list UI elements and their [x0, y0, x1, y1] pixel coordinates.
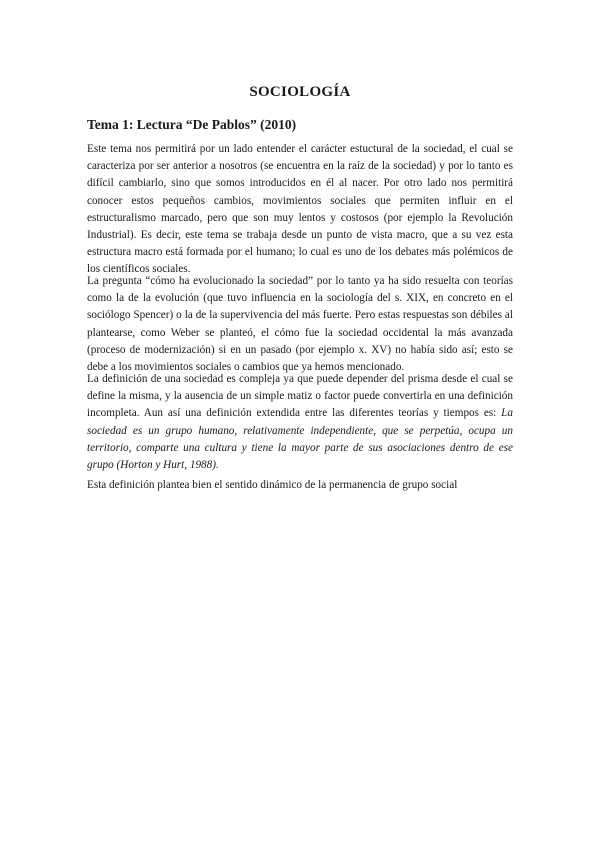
paragraph-4: [87, 477, 513, 494]
document-title: SOCIOLOGÍA: [249, 84, 351, 100]
paragraph-2-text: La pregunta “cómo ha evolucionado la sociedad” por lo tanto ya ha sido resuelta con teorías como la de la evolución (que tuvo influencia en la sociología del s. XIX, en concreto en el sociólogo Spencer) o la de la supervivencia del más fuerte. Pero estas respuestas son débiles al plantearse, como Weber se planteó, el cómo fue la sociedad occidental la más avanzada (proceso de modernización) si en un pasado (por ejemplo x. XV) no había sido así; esto se debe a los movimientos sociales o cambios que ya hemos mencionado.: [87, 275, 513, 374]
paragraph-3-text: La definición de una sociedad es compleja ya que puede depender del prisma desde el cual se define la misma, y la ausencia de un simple matiz o factor puede convertirla en una definición incompleta. Aun así una definición extendida entre las diferentes teorías y tiempos es:: [87, 373, 513, 420]
paragraph-3: [87, 371, 513, 474]
paragraph-1: [87, 141, 513, 279]
paragraph-1-text: Este tema nos permitirá por un lado entender el carácter estuctural de la sociedad, el cual se caracteriza por ser anterior a nosotros (se encuentra en la raíz de la sociedad) y por lo tanto es difícil cambiarlo, sino que somos introducidos en él al nacer. Por otro lado nos permitirá conocer estos pequeños cambios, movimientos sociales que permiten influir en el estructuralismo marcado, pero que son muy lentos y costosos (por ejemplo la Revolución Industrial). Es decir, este tema se trabaja desde un punto de vista macro, que a su vez esta estructura macro está formada por el humano; lo cual es uno de los debates más polémicos de los científicos sociales.: [87, 143, 513, 276]
paragraph-4-text: Esta definición plantea bien el sentido dinámico de la permanencia de grupo social: [87, 479, 458, 491]
paragraph-2: [87, 273, 513, 376]
section-heading: Tema 1: Lectura “De Pablos” (2010): [87, 117, 297, 132]
definition-quote: La sociedad es un grupo humano, relativamente independiente, que se perpetúa, ocupa un territorio, comparte una cultura y tiene la mayor parte de sus asociaciones dentro de ese grupo (Horton y Hurt, 1988).: [87, 407, 513, 472]
